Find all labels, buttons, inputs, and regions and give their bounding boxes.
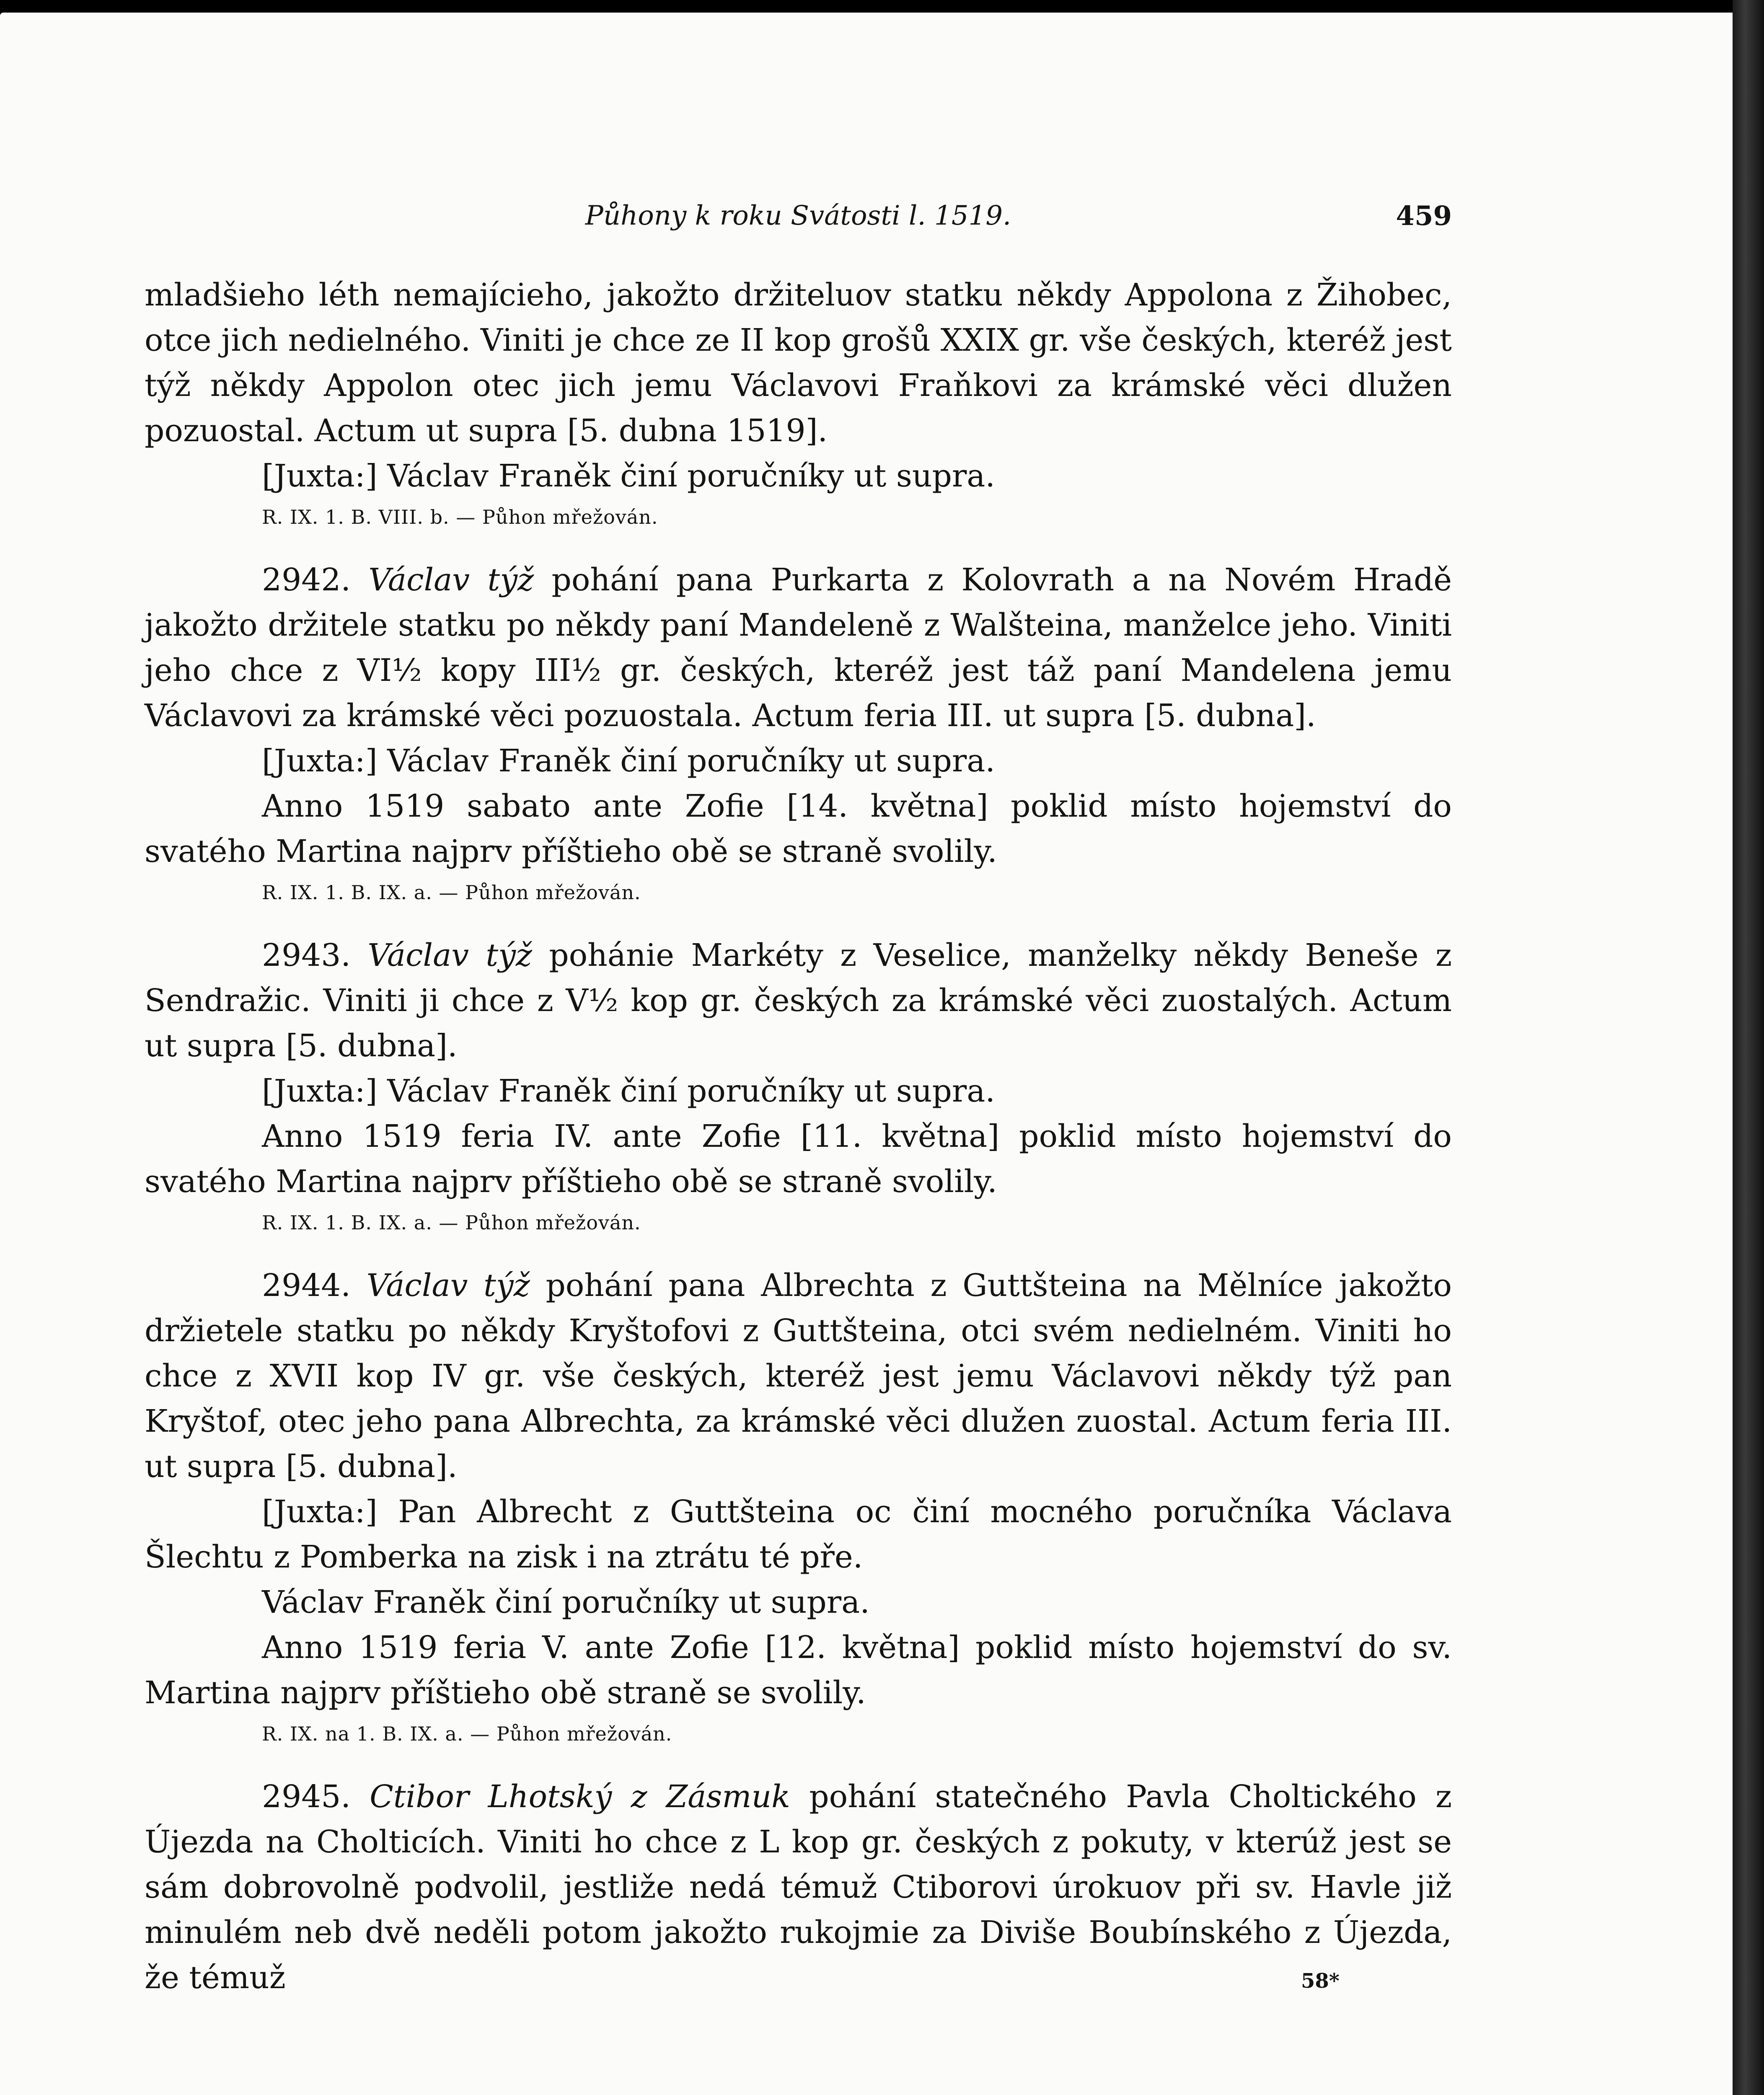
entry-title: Václav týž: [366, 1267, 530, 1304]
settlement-note: Anno 1519 feria IV. ante Zofie [11. května] poklid místo hojemství do svatého Martina najprv příštieho obě se straně svolily.: [145, 1118, 1452, 1200]
entry-number: 2944.: [262, 1267, 351, 1304]
entry-title: Václav týž: [367, 937, 532, 973]
continuation-paragraph: mladšieho léth nemajícieho, jakožto držiteluov statku někdy Appolona z Žihobec, otce jich nedielného. Viniti je chce ze II kop grošů XXIX gr. vše českých, kteréž jest týž někdy Appolon otec jich jemu Václavovi Fraňkovi za krámské věci dlužen pozuostal. Actum ut supra [5. dubna 1519].: [145, 277, 1452, 449]
archive-reference: R. IX. 1. B. IX. a. — Půhon mřežován.: [262, 881, 641, 904]
page-header: [145, 200, 1452, 242]
signature-mark: 58*: [1301, 1969, 1340, 1993]
page-edge: [1733, 0, 1764, 2095]
entry-text: pohání pana Albrechta z Guttšteina na Mělníce jakožto držietele statku po někdy Kryštofovi z Guttšteina, otci svém nedielném. Viniti ho chce z XVII kop IV gr. vše českých, kteréž jest jemu Václavovi někdy týž pan Kryštof, otec jeho pana Albrechta, za krámské věci dlužen zuostal. Actum feria III. ut supra [5. dubna].: [145, 1267, 1452, 1485]
page-number: 459: [1396, 200, 1452, 232]
entry-number: 2943.: [262, 937, 351, 973]
juxta-note: Václav Franěk činí poručníky ut supra.: [262, 1584, 870, 1620]
entry-text: pohánie Markéty z Veselice, manželky někdy Beneše z Sendražic. Viniti ji chce z V½ kop gr. českých za krámské věci zuostalých. Actum ut supra [5. dubna].: [145, 937, 1452, 1064]
juxta-note: [Juxta:] Pan Albrecht z Guttšteina oc činí mocného poručníka Václava Šlechtu z Pomberka na zisk i na ztrátu té pře.: [145, 1494, 1452, 1575]
juxta-note: [Juxta:] Václav Franěk činí poručníky ut supra.: [262, 1073, 995, 1109]
main-text: [145, 272, 1452, 2000]
juxta-note: [Juxta:] Václav Franěk činí poručníky ut supra.: [262, 743, 995, 779]
archive-reference: R. IX. 1. B. VIII. b. — Půhon mřežován.: [262, 506, 658, 528]
archive-reference: R. IX. na 1. B. IX. a. — Půhon mřežován.: [262, 1723, 672, 1745]
running-head: Půhony k roku Svátosti l. 1519.: [585, 200, 1011, 231]
entry-title: Václav týž: [368, 562, 534, 598]
entry-number: 2945.: [262, 1779, 351, 1815]
entry-text: pohání statečného Pavla Choltického z Újezda na Cholticích. Viniti ho chce z L kop gr. českých z pokuty, v kterúž jest se sám dobrovolně podvolil, jestliže nedá témuž Ctiborovi úrokuov při sv. Havle již minulém neb dvě neděli potom jakožto rukojmie za Diviše Boubínského z Újezda, že témuž: [145, 1779, 1452, 1996]
entry-title: Ctibor Lhotský z Zásmuk: [370, 1779, 790, 1815]
juxta-note: [Juxta:] Václav Franěk činí poručníky ut supra.: [262, 458, 995, 494]
entry-paragraph: [145, 1774, 1452, 2000]
entry-number: 2942.: [262, 562, 351, 598]
settlement-note: Anno 1519 feria V. ante Zofie [12. května] poklid místo hojemství do sv. Martina najprv příštieho obě straně se svolily.: [145, 1629, 1452, 1711]
entry-paragraph: [145, 933, 1452, 1068]
archive-reference: R. IX. 1. B. IX. a. — Půhon mřežován.: [262, 1211, 641, 1234]
entry-paragraph: [145, 557, 1452, 738]
settlement-note: Anno 1519 sabato ante Zofie [14. května] poklid místo hojemství do svatého Martina najprv příštieho obě se straně svolily.: [145, 788, 1452, 869]
entry-paragraph: [145, 1263, 1452, 1489]
entry-text: pohání pana Purkarta z Kolovrath a na Novém Hradě jakožto držitele statku po někdy paní Mandeleně z Walšteina, manželce jeho. Viniti jeho chce z VI½ kopy III½ gr. českých, kteréž jest táž paní Mandelena jemu Václavovi za krámské věci pozuostala. Actum feria III. ut supra [5. dubna].: [145, 562, 1452, 734]
